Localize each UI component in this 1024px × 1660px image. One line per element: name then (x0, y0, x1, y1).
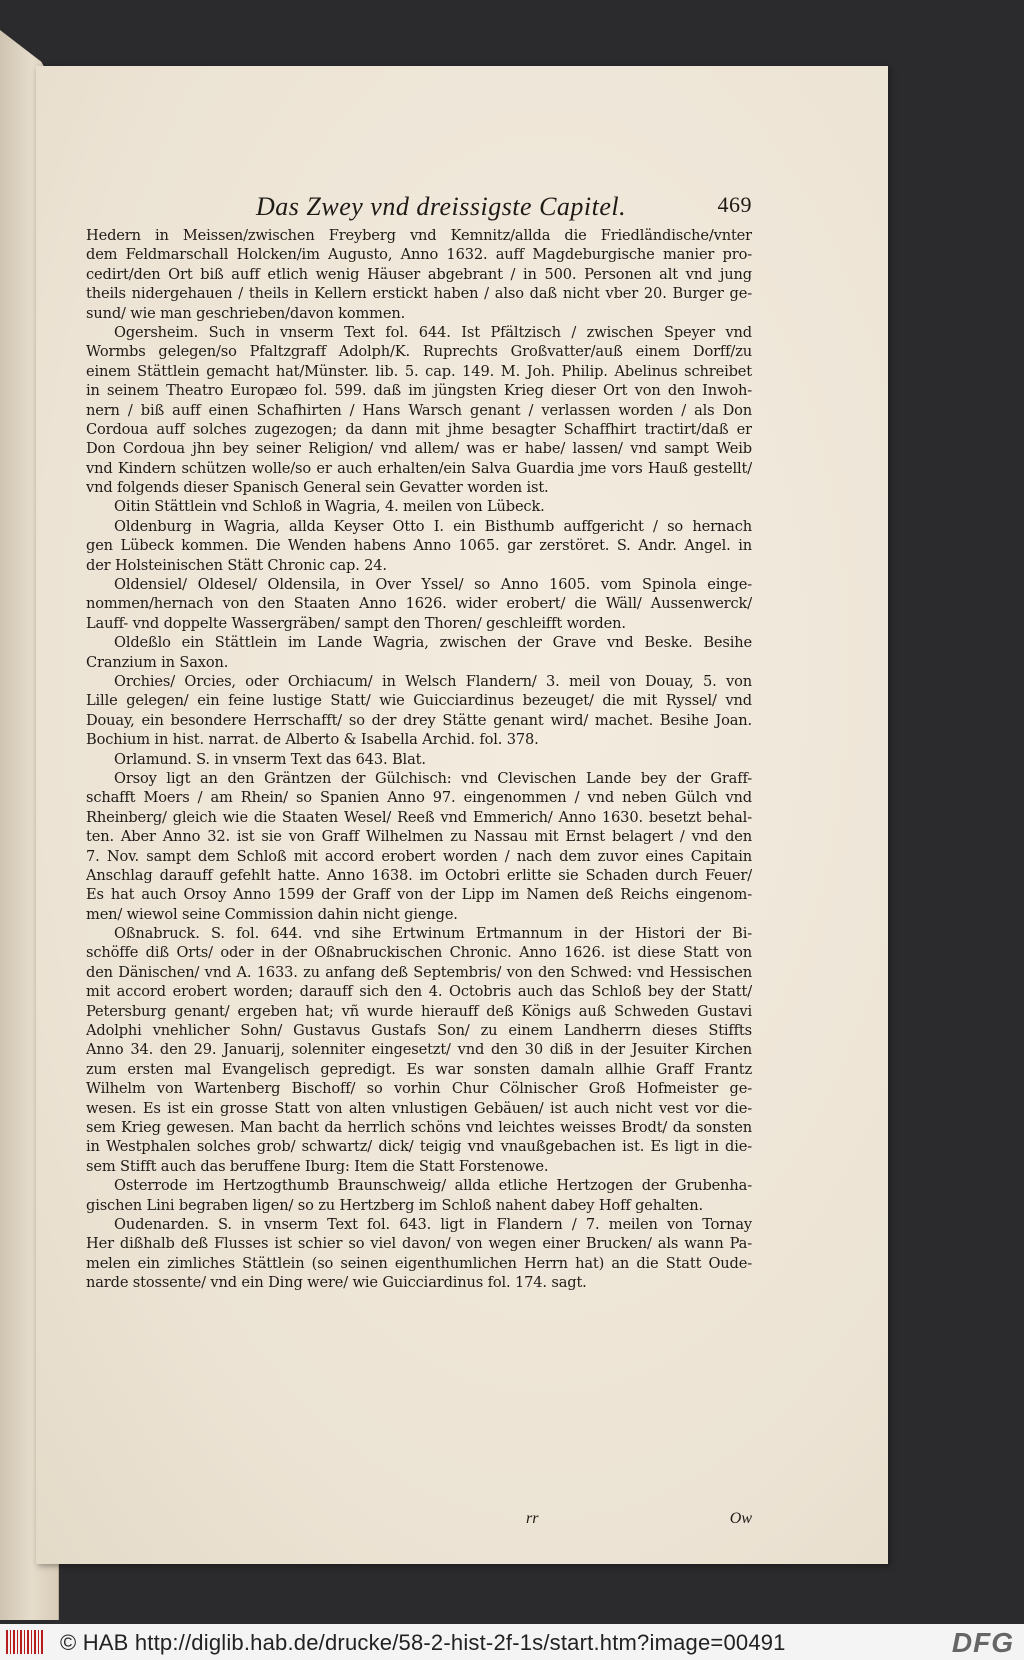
text-line: vnd Kindern schützen wolle/so er auch erhalten/ein Salva Guardia jme vors Hauß gestellt/ (86, 459, 752, 477)
text-line: schöffe diß Orts/ oder in der Oßnabruckischen Chronic. Anno 1626. ist diese Statt von (86, 944, 752, 962)
text-line: Don Cordoua jhn bey seiner Religion/ vnd allem/ was er habe/ lassen/ vnd sampt Weib (86, 440, 752, 458)
text-line: Oitin Stättlein vnd Schloß in Wagria, 4. meilen von Lübeck. (114, 498, 545, 516)
text-line: Adolphi vnehlicher Sohn/ Gustavus Gustafs Son/ zu einem Landherrn dieses Stiffts (86, 1022, 752, 1040)
text-line: Orlamund. S. in vnserm Text das 643. Blat. (114, 750, 426, 768)
text-line: Wormbs gelegen/so Pfaltzgraff Adolph/K. Ruprechts Großvatter/auß einem Dorff/zu (86, 343, 752, 361)
text-line: Bochium in hist. narrat. de Alberto & Isabella Archid. fol. 378. (86, 731, 539, 749)
dfg-logo: DFG (951, 1627, 1014, 1658)
text-line: narde stossente/ vnd ein Ding were/ wie Guicciardinus fol. 174. sagt. (86, 1274, 587, 1292)
barcode-icon (6, 1630, 44, 1654)
text-line: zum ersten mal Evangelisch gepredigt. Es war sonsten damaln allhie Graff Frantz (86, 1060, 752, 1078)
text-line: Wilhelm von Wartenberg Bischoff/ so vorhin Chur Cölnischer Groß Hofmeister ge- (86, 1080, 752, 1098)
text-line: wesen. Es ist ein grosse Statt von alten vnlustigen Gebäuen/ ist auch nicht vest vor die- (86, 1099, 752, 1117)
text-line: in seinem Theatro Europæo fol. 599. daß im jüngsten Krieg dieser Ort von den Inwoh- (86, 382, 752, 400)
text-line: schafft Moers / am Rhein/ so Spanien Anno 97. eingenommen / vnd neben Gülch vnd (86, 789, 752, 807)
text-line: Anschlag darauff gefehlt hatte. Anno 1638. im Octobri erlitte sie Schaden durch Feuer/ (86, 866, 752, 884)
text-line: Oßnabruck. S. fol. 644. vnd sihe Ertwinum Ertmannum in der Histori der Bi- (114, 925, 752, 943)
text-line: Rheinberg/ gleich wie die Staaten Wesel/ Reeß vnd Emmerich/ Anno 1630. besetzt behal- (86, 808, 752, 826)
page-number: 469 (717, 192, 752, 217)
source-credit: © HAB http://diglib.hab.de/drucke/58-2-hist-2f-1s/start.htm?image=00491 (60, 1630, 786, 1655)
text-line: Petersburg genant/ ergeben hat; vñ wurde hierauff deß Königs auß Schweden Gustavi (86, 1002, 752, 1020)
text-line: gen Lübeck kommen. Die Wenden habens Anno 1065. gar zerstöret. S. Andr. Angel. in (86, 537, 752, 555)
text-line: Orsoy ligt an den Gräntzen der Gülchisch: vnd Clevischen Lande bey der Graff- (114, 769, 752, 787)
text-line: Es hat auch Orsoy Anno 1599 der Graff von der Lipp im Namen deß Reichs eingenom- (86, 886, 752, 904)
text-line: sem Krieg gewesen. Man bacht da herrlich schöns vnd leichtes weisses Brodt/ da sonsten (86, 1118, 752, 1136)
text-line: dem Feldmarschall Holcken/im Augusto, Anno 1632. auff Magdeburgische manier pro- (86, 246, 752, 264)
viewer-footer-bar (0, 1624, 1024, 1660)
running-header (86, 192, 752, 222)
text-line: Ogersheim. Such in vnserm Text fol. 644. Ist Pfältzisch / zwischen Speyer vnd (114, 323, 752, 341)
text-line: den Dänischen/ vnd A. 1633. zu anfang deß Septembris/ von den Schwed: vnd Hessischen (86, 963, 752, 981)
text-line: men/ wiewol seine Commission dahin nicht gienge. (86, 905, 458, 923)
text-line: Douay, ein besondere Herrschafft/ so der drey Stätte genant wird/ machet. Besihe Joan. (86, 711, 752, 729)
text-line: Hedern in Meissen/zwischen Freyberg vnd Kemnitz/allda die Friedländische/vnter (86, 227, 752, 244)
text-line: in Westphalen solches grob/ schwartz/ dick/ teigig vnd vnaußgebachen ist. Es ligt in die- (86, 1138, 752, 1156)
chapter-title: Das Zwey vnd dreissigste Capitel. (256, 192, 627, 221)
text-line: Her dißhalb deß Flusses ist schier so viel davon/ von wegen einer Brucken/ als wann Pa- (86, 1235, 752, 1253)
catchword: Ow (729, 1510, 752, 1527)
text-line: melen ein zimliches Stättlein (so seinen eigenthumlichen Herrn hat) an die Statt Oude- (86, 1254, 752, 1272)
text-line: Anno 34. den 29. Januarij, solenniter eingesetzt/ vnd den 30 diß in der Jesuiter Kirchen (86, 1041, 752, 1059)
body-text (86, 226, 752, 1292)
page-footer (86, 1510, 752, 1534)
text-line: ten. Aber Anno 32. ist sie von Graff Wilhelmen zu Nassau mit Ernst belagert / vnd den (86, 828, 752, 846)
text-line: vnd folgends dieser Spanisch General sein Gevatter worden ist. (86, 479, 549, 497)
signature-mark: rr (526, 1510, 539, 1527)
text-line: mit accord erobert worden; darauff sich den 4. Octobris auch das Schloß bey der Statt/ (86, 983, 752, 1001)
text-line: Cordoua auff solches zugezogen; da dann mit jhme besagter Schaffhirt tractirt/daß er (86, 420, 752, 438)
text-line: der Holsteinischen Stätt Chronic cap. 24. (86, 556, 387, 574)
text-line: cedirt/den Ort biß auff etlich wenig Häuser abgebrant / in 500. Personen alt vnd jung (86, 265, 752, 283)
text-line: theils nidergehauen / theils in Kellern erstickt haben / also daß nicht vber 20. Burger ge- (86, 285, 752, 303)
text-line: Oldensiel/ Oldesel/ Oldensila, in Over Yssel/ so Anno 1605. vom Spinola einge- (114, 576, 752, 594)
text-line: Lille gelegen/ ein feine lustige Statt/ wie Guicciardinus bezeuget/ die mit Ryssel/ vnd (86, 692, 752, 710)
text-line: sund/ wie man geschrieben/davon kommen. (86, 304, 406, 322)
text-line: Cranzium in Saxon. (86, 653, 229, 671)
text-line: 7. Nov. sampt dem Schloß mit accord erobert worden / nach dem zuvor eines Capitain (86, 847, 752, 865)
text-line: Oldenburg in Wagria, allda Keyser Otto I. ein Bisthumb auffgericht / so hernach (114, 517, 752, 535)
text-line: Osterrode im Hertzogthumb Braunschweig/ allda etliche Hertzogen der Grubenha- (114, 1177, 752, 1195)
text-line: sem Stifft auch das beruffene Iburg: Item die Statt Forstenowe. (86, 1157, 549, 1175)
text-line: Lauff- vnd doppelte Wassergräben/ sampt den Thoren/ geschleifft worden. (86, 614, 626, 632)
text-line: Orchies/ Orcies, oder Orchiacum/ in Welsch Flandern/ 3. meil von Douay, 5. von (114, 672, 752, 690)
text-line: Oldeßlo ein Stättlein im Lande Wagria, zwischen der Grave vnd Beske. Besihe (114, 634, 752, 652)
text-line: nern / biß auff einen Schafhirten / Hans Warsch genant / verlassen worden / als Don (86, 401, 752, 419)
text-line: Oudenarden. S. in vnserm Text fol. 643. ligt in Flandern / 7. meilen von Tornay (114, 1215, 752, 1233)
book-page (36, 66, 888, 1564)
text-line: einem Stättlein gemacht hat/Münster. lib. 5. cap. 149. M. Joh. Philip. Abelinus schreibet (86, 362, 752, 380)
text-line: gischen Lini begraben ligen/ so zu Hertzberg im Schloß nahent dabey Hoff gehalten. (86, 1196, 703, 1214)
text-line: nommen/hernach von den Staaten Anno 1626. wider erobert/ die Wäll/ Aussenwerck/ (86, 595, 752, 613)
